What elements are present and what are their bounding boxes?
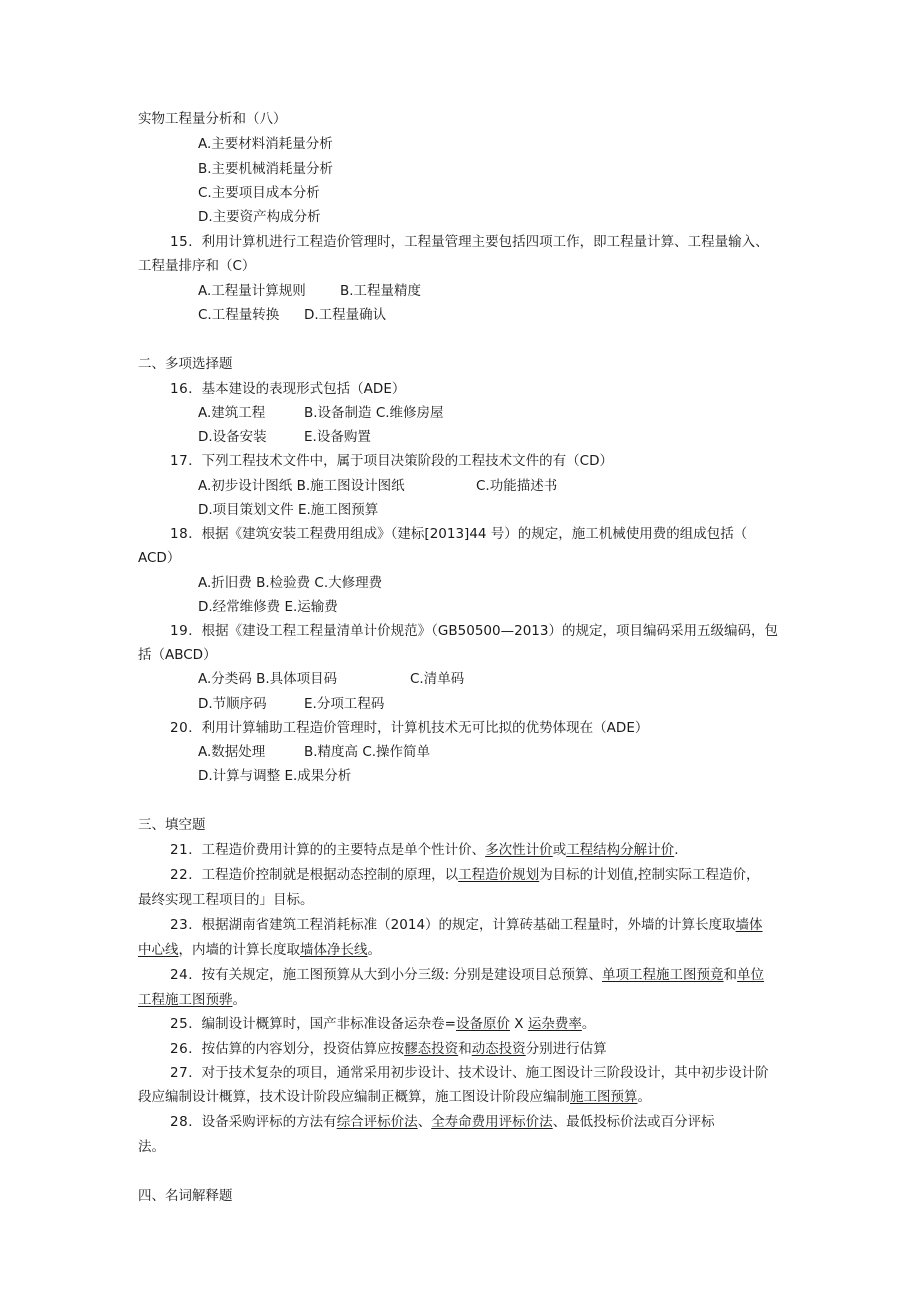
q19-option-ab: A.分类码 B.具体项目码	[198, 671, 338, 687]
q20-stem: 20．利用计算辅助工程造价管理时，计算机技术无可比拟的优势体现在（ADE）	[170, 720, 649, 736]
q23-blank-2: 墙体净长线	[300, 942, 368, 958]
q23-blank-1a: 墙体	[735, 917, 763, 933]
q14-continuation: 实物工程量分析和（八）	[138, 111, 287, 127]
q16-option-e: E.设备购置	[304, 429, 371, 445]
q18-options-de: D.经常维修费 E.运输费	[198, 599, 338, 615]
q23-line1: 23．根据湖南省建筑工程消耗标准（2014）的规定，计算砖基础工程量时，外墙的计算长度取墙体	[170, 917, 763, 933]
q22-blank: 工程造价规划	[458, 867, 540, 883]
q21-blank-2: 工程结构分解计价	[566, 842, 675, 858]
q15-option-d: D.工程量确认	[304, 307, 387, 323]
q17-option-de: D.项目策划文件 E.施工图预算	[198, 502, 379, 518]
q16-stem: 16．基本建设的表现形式包括（ADE）	[170, 381, 406, 397]
q27-blank: 施工图预算	[570, 1089, 638, 1105]
section3-heading: 三、填空题	[138, 817, 206, 833]
q19-option-e: E.分项工程码	[304, 696, 385, 712]
q20-option-bc: B.精度高 C.操作简单	[304, 744, 431, 760]
q17-stem: 17．下列工程技术文件中，属于项目决策阶段的工程技术文件的有（CD）	[170, 453, 614, 469]
q21-line: 21．工程造价费用计算的的主要特点是单个性计价、多次性计价或工程结构分解计价.	[170, 842, 679, 858]
q26-blank-1: 髎态投资	[404, 1041, 459, 1057]
q14-option-d: D.主要资产构成分析	[198, 209, 321, 225]
q15-option-c: C.工程量转换	[198, 307, 280, 323]
q15-line2: 工程量排序和（C）	[138, 258, 256, 274]
q17-option-c: C.功能描述书	[476, 478, 558, 494]
q28-line1: 28．设备采购评标的方法有综合评标价法、全寿命费用评标价法、最低投标价法或百分评标	[170, 1114, 715, 1130]
section4-heading: 四、名词解释题	[138, 1188, 233, 1204]
q16-option-bc: B.设备制造 C.维修房屋	[304, 405, 444, 421]
q27-line2: 段应编制设计概算，技术设计阶段应编制正概算，施工图设计阶段应编制施工图预算。	[138, 1089, 651, 1105]
q26-blank-2: 动态投资	[471, 1041, 526, 1057]
q24-blank-1: 单项工程施工图预竟	[602, 967, 724, 983]
q19-option-d: D.节顺序码	[198, 696, 267, 712]
q28-blank-1: 综合评标价法	[336, 1114, 418, 1130]
q26-line: 26．按估算的内容划分，投资估算应按髎态投资和动态投资分别进行估算	[170, 1041, 607, 1057]
q17-option-ab: A.初步设计图纸 B.施工图设计图纸	[198, 478, 405, 494]
q14-option-b: B.主要机械消耗量分析	[198, 161, 334, 177]
q19-option-c: C.清单码	[410, 671, 465, 687]
q22-line1: 22．工程造价控制就是根据动态控制的原理，以工程造价规划为目标的计划值,控制实际工程造价，	[170, 867, 760, 883]
q22-line2: 最终实现工程项目的」目标。	[138, 892, 314, 908]
q27-line1: 27．对于技术复杂的项目，通常采用初步设计、技术设计、施工图设计三阶段设计，其中初步设计阶	[170, 1065, 769, 1081]
q18-options-abc: A.折旧费 B.检验费 C.大修理费	[198, 575, 383, 591]
q16-option-d: D.设备安装	[198, 429, 267, 445]
section2-heading: 二、多项选择题	[138, 356, 233, 372]
q23-blank-1b: 中心线	[138, 942, 179, 958]
q16-option-a: A.建筑工程	[198, 405, 266, 421]
q14-option-a: A.主要材料消耗量分析	[198, 136, 333, 152]
q20-option-a: A.数据处理	[198, 744, 266, 760]
q23-line2: 中心线，内墙的计算长度取墙体净长线。	[138, 942, 381, 958]
q24-line1: 24．按有关规定，施工图预算从大到小分三级: 分别是建设项目总预算、单项工程施工图预竟和单位	[170, 967, 765, 983]
q15-option-b: B.工程量精度	[340, 283, 422, 299]
q14-option-c: C.主要项目成本分析	[198, 185, 320, 201]
q24-blank-2b: 工程施工图预骅	[138, 992, 233, 1008]
q25-line: 25．编制设计概算时，国产非标准设备运杂卷=设备原价 X 运杂费率。	[170, 1016, 596, 1032]
q19-stem: 19．根据《建设工程工程量清单计价规范》（GB50500—2013）的规定，项目编码采用五级编码，包	[170, 623, 778, 639]
q24-line2: 工程施工图预骅。	[138, 992, 246, 1008]
q18-answer: ACD）	[138, 550, 181, 566]
q15-line1: 15．利用计算机进行工程造价管理时，工程量管理主要包括四项工作，即工程量计算、工程量输入、	[170, 234, 769, 250]
q19-answer: 括（ABCD）	[138, 647, 217, 663]
q18-stem: 18．根据《建筑安装工程费用组成》（建标[2013]44 号）的规定，施工机械使用费的组成包括（	[170, 526, 748, 542]
q15-option-a: A.工程量计算规则	[198, 283, 306, 299]
q20-option-de: D.计算与调整 E.成果分析	[198, 768, 352, 784]
q25-blank-2: 运杂费率	[527, 1016, 582, 1032]
q21-blank-1: 多次性计价	[485, 842, 553, 858]
q28-blank-2: 全寿命费用评标价法	[431, 1114, 553, 1130]
q25-blank-1: 设备原价	[456, 1016, 510, 1032]
q24-blank-2a: 单位	[737, 967, 765, 983]
q28-line2: 法。	[138, 1139, 165, 1155]
